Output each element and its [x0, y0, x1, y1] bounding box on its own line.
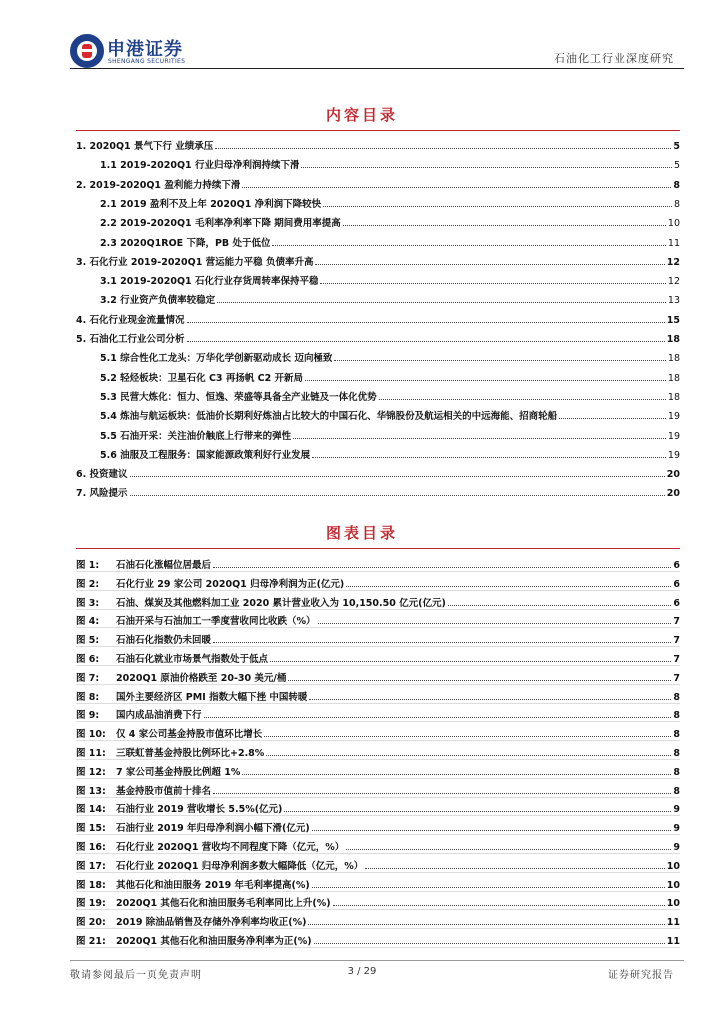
figure-entry[interactable]: [76, 873, 680, 892]
logo-name-en: SHENGANG SECURITIES: [108, 58, 186, 65]
figure-number: 图 7:: [76, 672, 100, 684]
leader-dots: [242, 186, 671, 188]
leader-dots: [312, 456, 666, 458]
figure-title: 石油开采与石油加工一季度营收同比收跌（%）: [116, 616, 316, 628]
leader-dots: [312, 886, 665, 888]
leader-dots: [266, 754, 671, 756]
leader-dots: [217, 301, 666, 303]
figure-number: 图 19:: [76, 898, 106, 910]
figure-title: 其他石化和油田服务 2019 年毛利率提高(%): [116, 879, 310, 891]
figure-page: 8: [673, 710, 680, 722]
toc-entry[interactable]: [76, 213, 680, 229]
toc-entry-title: 5.6 油服及工程服务：国家能源政策利好行业发展: [100, 449, 311, 461]
figure-number: 图 6:: [76, 654, 100, 665]
figure-entry[interactable]: [76, 797, 680, 816]
toc-entry-title: 3. 石化行业 2019-2020Q1 营运能力平稳 负债率升高: [76, 256, 314, 268]
leader-dots: [272, 244, 665, 246]
figure-entry[interactable]: [76, 591, 680, 610]
figure-entry[interactable]: [76, 779, 680, 798]
toc-entry[interactable]: [76, 271, 680, 287]
leader-dots: [204, 716, 672, 718]
toc-entry-title: 1. 2020Q1 景气下行 业绩承压: [76, 141, 214, 152]
toc-entry[interactable]: [76, 155, 680, 171]
figure-page: 8: [673, 748, 680, 759]
figure-page: 8: [673, 766, 680, 778]
figure-title: 石化行业 2020Q1 营收均不同程度下降（亿元，%）: [116, 842, 345, 853]
toc-entry-page: 13: [667, 295, 680, 307]
page-number: 3 / 29: [347, 966, 377, 977]
figure-title: 石油行业 2019 年归母净利润小幅下滑(亿元): [116, 823, 310, 835]
toc-entry-page: 19: [667, 449, 680, 461]
leader-dots: [318, 622, 672, 624]
figure-title: 仅 4 家公司基金持股市值环比增长: [116, 729, 263, 741]
figure-page: 7: [673, 672, 680, 684]
toc-entry-page: 15: [666, 314, 680, 326]
toc-entry[interactable]: [76, 445, 680, 461]
figure-number: 图 18:: [76, 879, 106, 891]
toc-entry[interactable]: [76, 233, 680, 249]
leader-dots: [314, 942, 665, 944]
figure-title: 三联虹普基金持股比例环比+2.8%: [116, 748, 265, 759]
figure-title: 2020Q1 其他石化和油田服务净利率为正(%): [116, 936, 312, 947]
toc-entry-title: 7. 风险提示: [76, 488, 128, 500]
figure-title: 国内成品油消费下行: [116, 710, 202, 722]
leader-dots: [346, 848, 671, 850]
company-logo: [70, 34, 198, 70]
leader-dots: [264, 735, 671, 737]
toc-entry-title: 2.2 2019-2020Q1 毛利率净利率下降 期间费用率提高: [100, 218, 341, 230]
toc-entry-page: 12: [666, 256, 680, 268]
leader-dots: [130, 494, 665, 496]
leader-dots: [334, 359, 665, 361]
leader-dots: [309, 698, 671, 700]
figure-page: 7: [673, 635, 680, 647]
figure-entry[interactable]: [76, 685, 680, 704]
figure-number: 图 17:: [76, 860, 106, 872]
page-footer: [0, 960, 724, 990]
figure-page: 8: [673, 691, 680, 703]
toc-entry-page: 8: [673, 179, 680, 191]
leader-dots: [343, 224, 666, 226]
figure-title: 2020Q1 其他石化和油田服务毛利率同比上升(%): [116, 898, 331, 910]
toc-entry-title: 5.3 民营大炼化：恒力、恒逸、荣盛等具备全产业链及一体化优势: [100, 391, 377, 403]
figure-entry[interactable]: [76, 760, 680, 779]
toc-entry-page: 18: [667, 353, 680, 365]
toc-entry[interactable]: [76, 175, 680, 191]
figure-page: 10: [666, 860, 680, 872]
figure-number: 图 21:: [76, 936, 106, 947]
figure-entry[interactable]: [76, 572, 680, 591]
header-divider: [70, 68, 684, 69]
leader-dots: [379, 398, 666, 400]
toc-entry-title: 1.1 2019-2020Q1 行业归母净利润持续下滑: [100, 160, 300, 172]
figure-entry[interactable]: [76, 929, 680, 948]
figure-title: 石化行业 29 家公司 2020Q1 归母净利润为正(亿元): [116, 578, 345, 590]
toc-entry-page: 8: [673, 198, 680, 210]
leader-dots: [288, 679, 671, 681]
figure-title: 2019 除油品销售及存储外净利率均收正(%): [116, 917, 307, 929]
figure-entry[interactable]: [76, 816, 680, 835]
figure-title: 石油石化就业市场景气指数处于低点: [116, 654, 269, 665]
figure-entry[interactable]: [76, 891, 680, 910]
leader-dots: [333, 904, 665, 906]
toc-entry[interactable]: [76, 290, 680, 306]
figure-number: 图 2:: [76, 578, 100, 590]
figure-title: 石油石化指数仍未回暖: [116, 635, 212, 647]
figure-entry[interactable]: [76, 703, 680, 722]
figure-entry[interactable]: [76, 854, 680, 873]
leader-dots: [130, 475, 665, 477]
toc-entry[interactable]: [76, 464, 680, 480]
toc-entry[interactable]: [76, 348, 680, 364]
figure-page: 6: [673, 560, 680, 571]
figure-number: 图 4:: [76, 616, 100, 628]
toc-entry-page: 19: [667, 430, 680, 442]
leader-dots: [213, 792, 671, 794]
leader-dots: [448, 604, 672, 606]
leader-dots: [187, 340, 665, 342]
toc-entry-page: 20: [666, 488, 680, 500]
leader-dots: [308, 923, 664, 925]
leader-dots: [284, 810, 671, 812]
figure-page: 6: [673, 578, 680, 590]
disclaimer-note: 敬请参阅最后一页免责声明: [70, 970, 202, 981]
figure-number: 图 8:: [76, 691, 100, 703]
leader-dots: [187, 321, 665, 323]
toc-entry[interactable]: [76, 387, 680, 403]
figure-number: 图 1:: [76, 560, 100, 571]
figure-entry[interactable]: [76, 666, 680, 685]
figure-number: 图 13:: [76, 785, 106, 797]
toc-entry[interactable]: [76, 310, 680, 326]
leader-dots: [293, 437, 666, 439]
figure-page: 7: [673, 654, 680, 665]
toc-entry-title: 2.1 2019 盈利不及上年 2020Q1 净利润下降较快: [100, 198, 322, 210]
leader-dots: [270, 660, 671, 662]
leader-dots: [305, 379, 666, 381]
toc-entry-title: 4. 石化行业现金流量情况: [76, 314, 185, 326]
figure-number: 图 20:: [76, 917, 106, 929]
figure-entry[interactable]: [76, 741, 680, 760]
leader-dots: [215, 147, 671, 149]
figure-number: 图 15:: [76, 823, 106, 835]
leader-dots: [213, 566, 671, 568]
toc-title: 内容目录: [325, 106, 398, 124]
report-type: 石油化工行业深度研究: [554, 52, 674, 65]
page-header: [0, 0, 724, 70]
figure-number: 图 12:: [76, 766, 106, 778]
toc-entry-title: 2.3 2020Q1ROE 下降，PB 处于低位: [100, 237, 271, 249]
toc-entry[interactable]: [76, 426, 680, 442]
figure-page: 10: [666, 898, 680, 910]
figures-title-rule: [76, 548, 680, 549]
leader-dots: [320, 282, 665, 284]
leader-dots: [315, 263, 664, 265]
figure-page: 6: [673, 597, 680, 609]
figure-title: 石油、煤炭及其他燃料加工业 2020 累计营业收入为 10,150.50 亿元(亿元): [116, 597, 446, 609]
toc-entry-page: 10: [667, 218, 680, 230]
leader-dots: [346, 585, 671, 587]
toc-entry-title: 6. 投资建议: [76, 469, 128, 481]
report-label: 证券研究报告: [608, 970, 674, 981]
figure-entry[interactable]: [76, 910, 680, 929]
leader-dots: [301, 166, 671, 168]
figure-entry[interactable]: [76, 609, 680, 628]
toc-entry-title: 5.1 综合性化工龙头：万华化学创新驱动成长 迈向極致: [100, 353, 333, 365]
leader-dots: [365, 867, 665, 869]
toc-entry-title: 5. 石油化工行业公司分析: [76, 334, 185, 345]
figure-title: 石化行业 2020Q1 归母净利润多数大幅降低（亿元，%）: [116, 860, 364, 872]
figure-page: 11: [666, 917, 680, 929]
figure-entry[interactable]: [76, 722, 680, 741]
toc-entry-title: 5.4 炼油与航运板块：低油价长期利好炼油占比较大的中国石化、华锦股份及航运相关的中远海能、招商轮船: [100, 411, 558, 423]
toc-entry-page: 18: [666, 334, 680, 345]
figure-page: 9: [673, 804, 680, 816]
toc-entry-page: 19: [667, 411, 680, 423]
figure-entry[interactable]: [76, 835, 680, 854]
toc-entry-title: 5.2 轻烃板块：卫星石化 C3 再扬帆 C2 开新局: [100, 372, 304, 384]
leader-dots: [242, 773, 671, 775]
figure-entry[interactable]: [76, 628, 680, 647]
toc-entry[interactable]: [76, 194, 680, 210]
toc-entry-title: 5.5 石油开采：关注油价触底上行带来的弹性: [100, 430, 292, 442]
figure-page: 9: [673, 823, 680, 835]
figure-title: 国外主要经济区 PMI 指数大幅下挫 中国转暖: [116, 691, 308, 703]
toc-entry[interactable]: [76, 136, 680, 152]
toc-entry-page: 5: [673, 160, 680, 172]
figure-page: 9: [673, 842, 680, 853]
figure-title: 7 家公司基金持股比例超 1%: [116, 766, 241, 778]
figure-entry[interactable]: [76, 553, 680, 572]
figure-number: 图 9:: [76, 710, 100, 722]
toc-entry-title: 3.2 行业资产负债率较稳定: [100, 295, 216, 307]
toc-entry-title: 2. 2019-2020Q1 盈利能力持续下滑: [76, 179, 241, 191]
figure-title: 基金持股市值前十排名: [116, 785, 212, 797]
toc-entry[interactable]: [76, 406, 680, 422]
toc-entry-title: 3.1 2019-2020Q1 石化行业存货周转率保持平稳: [100, 276, 319, 288]
figure-entry[interactable]: [76, 647, 680, 666]
figure-title: 石油石化涨幅位居最后: [116, 560, 212, 571]
figures-title: 图表目录: [325, 524, 398, 542]
figure-number: 图 11:: [76, 748, 106, 759]
leader-dots: [312, 829, 672, 831]
figure-page: 10: [666, 879, 680, 891]
toc-entry[interactable]: [76, 329, 680, 345]
figure-page: 11: [666, 936, 680, 947]
toc-entry-page: 11: [667, 237, 680, 249]
leader-dots: [323, 205, 672, 207]
leader-dots: [213, 641, 671, 643]
figure-number: 图 14:: [76, 804, 106, 816]
leader-dots: [559, 417, 666, 419]
figure-page: 8: [673, 785, 680, 797]
logo-icon: [70, 34, 104, 68]
figure-number: 图 3:: [76, 597, 100, 609]
toc-entry[interactable]: [76, 252, 680, 268]
toc-entry-page: 5: [673, 141, 680, 152]
toc-title-rule: [76, 130, 680, 131]
figure-page: 7: [673, 616, 680, 628]
figure-number: 图 16:: [76, 842, 106, 853]
figure-title: 石油行业 2019 营收增长 5.5%(亿元): [116, 804, 283, 816]
figure-title: 2020Q1 原油价格跌至 20-30 美元/桶: [116, 672, 287, 684]
toc-entry-page: 18: [667, 372, 680, 384]
figure-page: 8: [673, 729, 680, 741]
toc-entry[interactable]: [76, 483, 680, 499]
figure-number: 图 10:: [76, 729, 106, 741]
toc-entry-page: 12: [667, 276, 680, 288]
figure-number: 图 5:: [76, 635, 100, 647]
logo-name-cn: 申港证券: [107, 39, 183, 60]
toc-entry-page: 20: [666, 469, 680, 481]
toc-entry-page: 18: [667, 391, 680, 403]
toc-entry[interactable]: [76, 368, 680, 384]
